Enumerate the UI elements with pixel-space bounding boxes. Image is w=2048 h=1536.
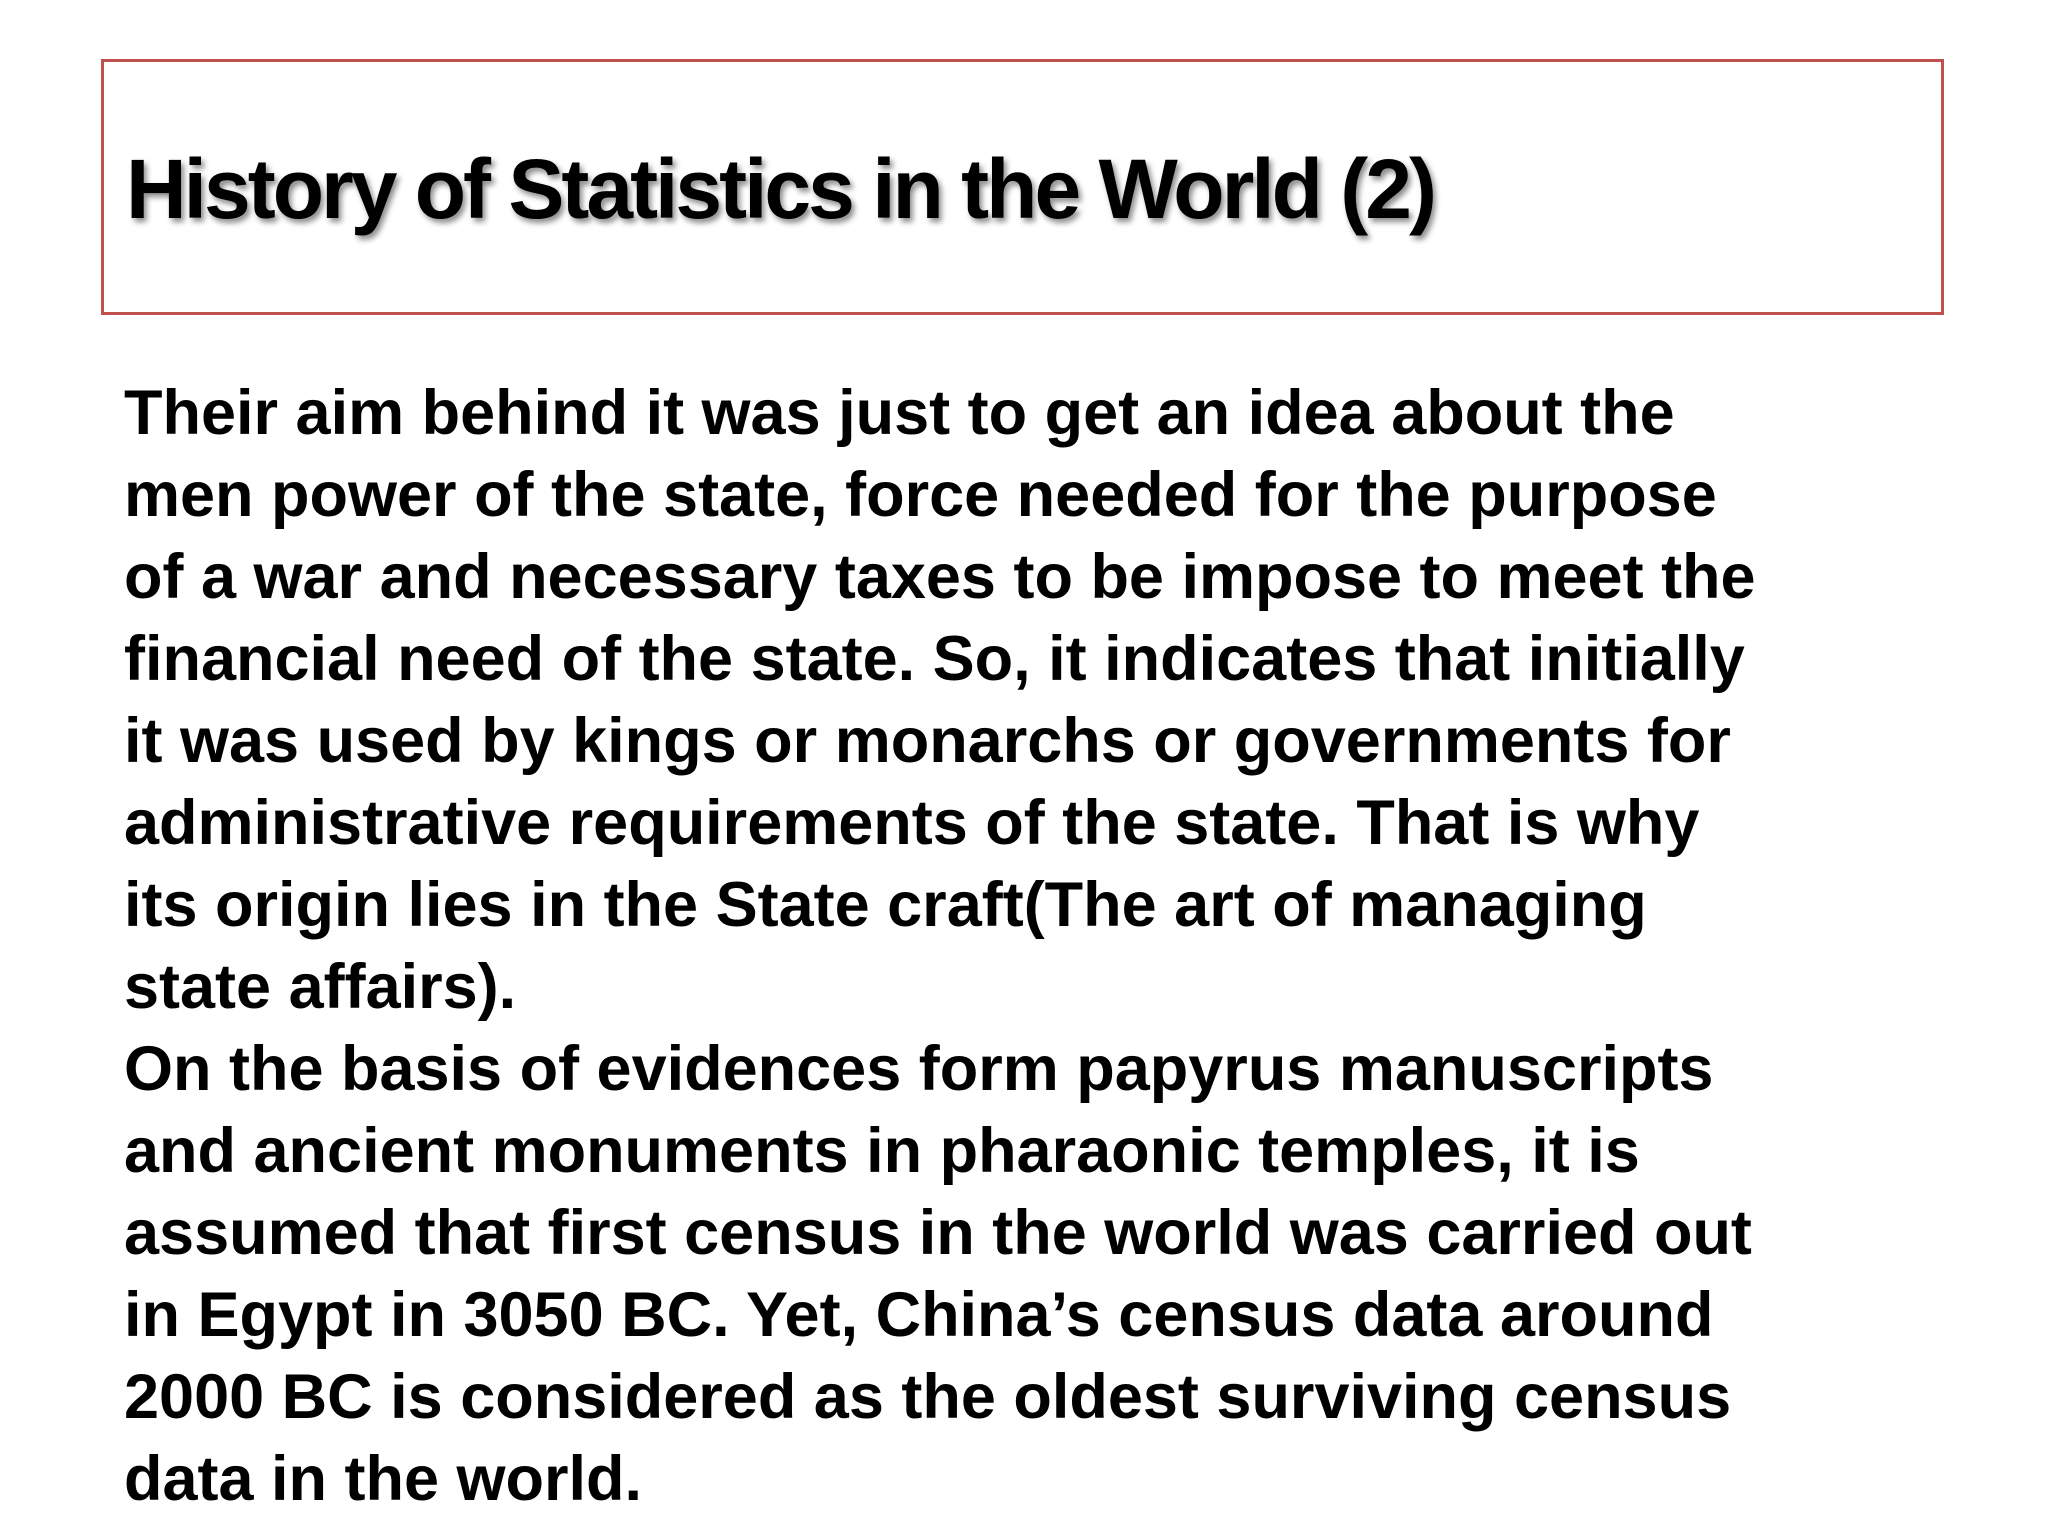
body-line: in Egypt in 3050 BC. Yet, China’s census data around (124, 1280, 1714, 1350)
body-line: administrative requirements of the state. That is why (124, 788, 1700, 858)
body-line: 2000 BC is considered as the oldest surviving census (124, 1362, 1732, 1432)
body-line: of a war and necessary taxes to be impose to meet the (124, 542, 1756, 612)
body-line: state affairs). (124, 952, 517, 1022)
title-box (101, 59, 1944, 315)
body-line: Their aim behind it was just to get an idea about the (124, 378, 1675, 448)
slide-title: History of Statistics in the World (2) (126, 142, 1434, 236)
slide-body (124, 372, 1994, 1520)
body-line: data in the world. (124, 1444, 643, 1514)
body-line: men power of the state, force needed for the purpose (124, 460, 1717, 530)
body-line: and ancient monuments in pharaonic temples, it is (124, 1116, 1640, 1186)
body-line: assumed that first census in the world was carried out (124, 1198, 1752, 1268)
body-line: On the basis of evidences form papyrus manuscripts (124, 1034, 1714, 1104)
body-line: it was used by kings or monarchs or governments for (124, 706, 1731, 776)
body-line: financial need of the state. So, it indicates that initially (124, 624, 1745, 694)
body-line: its origin lies in the State craft(The art of managing (124, 870, 1647, 940)
